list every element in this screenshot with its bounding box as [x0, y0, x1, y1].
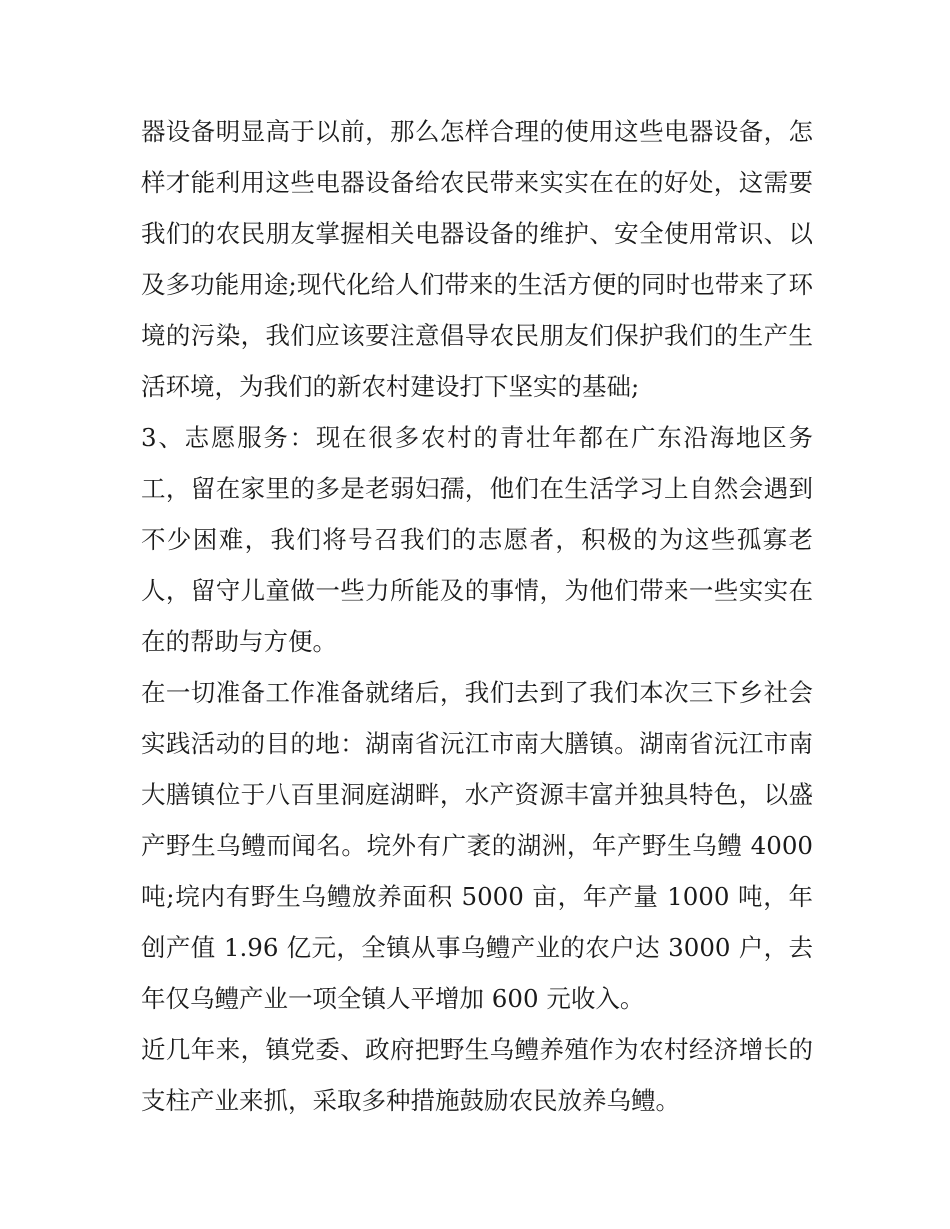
- paragraph-volunteer-service: 3、志愿服务：现在很多农村的青壮年都在广东沿海地区务工，留在家里的多是老弱妇孺，他们在生活学习上自然会遇到不少困难，我们将号召我们的志愿者，积极的为这些孤寡老人，留守儿童做一些力所能及的事情，为他们带来一些实实在在的帮助与方便。: [141, 423, 813, 656]
- paragraph-destination-intro: 在一切准备工作准备就绪后，我们去到了我们本次三下乡社会实践活动的目的地：湖南省沅江市南大膳镇。湖南省沅江市南大膳镇位于八百里洞庭湖畔，水产资源丰富并独具特色，以盛产野生乌鳢而闻名。垸外有广袤的湖洲，年产野生乌鳢 4000 吨;垸内有野生乌鳢放养面积 5000 亩，年产量 1000 吨，年创产值 1.96 亿元，全镇从事乌鳢产业的农户达 3000 户，去年仅乌鳢产业一项全镇人平增加 600 元收入。: [141, 678, 813, 1013]
- paragraph-town-policy: 近几年来，镇党委、政府把野生乌鳢养殖作为农村经济增长的支柱产业来抓，采取多种措施鼓励农民放养乌鳢。: [141, 1035, 813, 1115]
- document-body: [141, 106, 813, 1126]
- paragraph-appliance-usage: 器设备明显高于以前，那么怎样合理的使用这些电器设备，怎样才能利用这些电器设备给农民带来实实在在的好处，这需要我们的农民朋友掌握相关电器设备的维护、安全使用常识、以及多功能用途;现代化给人们带来的生活方便的同时也带来了环境的污染，我们应该要注意倡导农民朋友们保护我们的生产生活环境，为我们的新农村建设打下坚实的基础;: [141, 117, 813, 401]
